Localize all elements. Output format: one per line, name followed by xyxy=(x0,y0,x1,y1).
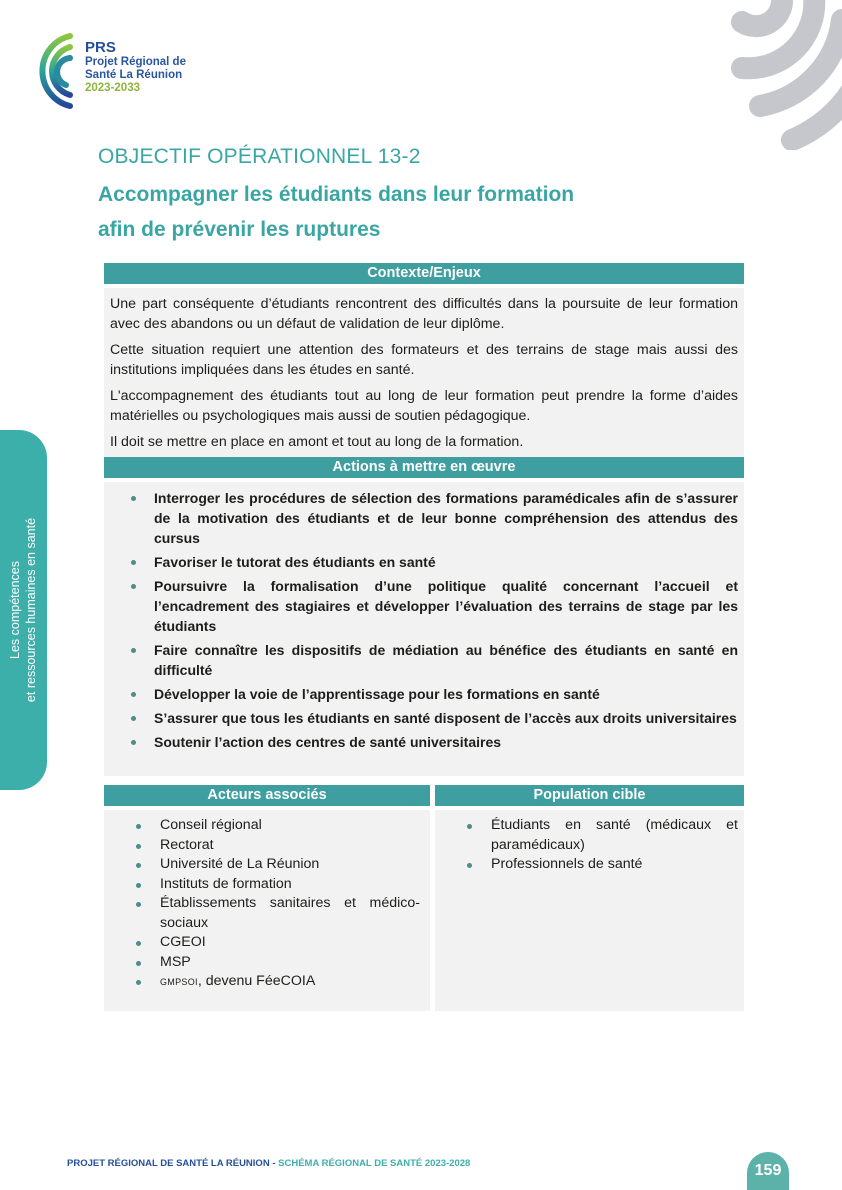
action-text: Faire connaître les dispositifs de médiation au bénéfice des étudiants en santé en difficulté xyxy=(154,642,738,678)
action-text: Favoriser le tutorat des étudiants en santé xyxy=(154,554,436,570)
bullet-icon xyxy=(136,980,141,985)
bullet-icon xyxy=(136,844,141,849)
page-footer xyxy=(67,1158,470,1169)
action-item xyxy=(110,640,738,680)
actions-section xyxy=(104,457,744,776)
action-text: Développer la voie de l’apprentissage pour les formations en santé xyxy=(154,686,600,702)
action-item xyxy=(110,576,738,636)
action-text: Soutenir l’action des centres de santé universitaires xyxy=(154,734,502,750)
logo-line1: Projet Régional de xyxy=(85,56,186,68)
logo-years: 2023-2033 xyxy=(85,82,140,94)
actor-item xyxy=(104,894,424,933)
actions-header: Actions à mettre en œuvre xyxy=(104,457,744,478)
context-section xyxy=(104,263,744,458)
actor-item xyxy=(104,816,424,836)
side-tab-line2: et ressources humaines en santé xyxy=(24,517,38,703)
logo-line2: Santé La Réunion xyxy=(85,69,183,81)
bullet-icon xyxy=(131,716,136,721)
bullet-icon xyxy=(131,692,136,697)
actor-text: MSP xyxy=(160,953,191,970)
page-number: 159 xyxy=(747,1152,789,1190)
actor-item xyxy=(104,875,424,895)
population-body xyxy=(435,810,744,1011)
action-text: S’assurer que tous les étudiants en santé disposent de l’accès aux droits universitaires xyxy=(154,710,737,726)
population-header: Population cible xyxy=(435,785,744,806)
actors-body xyxy=(104,810,430,1011)
bullet-icon xyxy=(131,584,136,589)
context-paragraph: Il doit se mettre en place en amont et tout au long de la formation. xyxy=(110,434,524,450)
population-section xyxy=(435,785,744,1011)
population-item xyxy=(435,816,738,855)
actions-body xyxy=(104,482,744,776)
context-header: Contexte/Enjeux xyxy=(104,263,744,284)
bullet-icon xyxy=(131,496,136,501)
prs-logo-arcs-icon xyxy=(24,30,84,112)
actor-item xyxy=(104,836,424,856)
bullet-icon xyxy=(467,863,472,868)
actors-list xyxy=(104,816,424,993)
bullet-icon xyxy=(467,824,472,829)
population-list xyxy=(435,816,738,875)
action-item xyxy=(110,552,738,572)
actor-item xyxy=(104,933,424,953)
action-item xyxy=(110,708,738,728)
context-paragraph: Une part conséquente d’étudiants rencontrent des difficultés dans la poursuite de leur formation avec des abandons ou un défaut de validation de leur diplôme. xyxy=(110,296,738,332)
actor-item xyxy=(104,855,424,875)
context-paragraph: L'accompagnement des étudiants tout au long de leur formation peut prendre la forme d’aides matérielles ou psychologiques mais aussi de soutien pédagogique. xyxy=(110,388,738,424)
bullet-icon xyxy=(131,740,136,745)
actor-text: Établissements sanitaires et médico-sociaux xyxy=(160,895,420,931)
actors-header: Acteurs associés xyxy=(104,785,430,806)
footer-schema: SCHÉMA RÉGIONAL DE SANTÉ 2023-2028 xyxy=(278,1158,471,1169)
action-text: Poursuivre la formalisation d’une politique qualité concernant l’accueil et l’encadrement des stagiaires et développer l’évaluation des terrains de stage par les étudiants xyxy=(154,578,738,634)
bullet-icon xyxy=(136,961,141,966)
bullet-icon xyxy=(136,883,141,888)
decorative-arcs-icon xyxy=(702,0,842,150)
chapter-side-tab-text xyxy=(7,518,39,702)
population-text: Professionnels de santé xyxy=(491,856,643,872)
chapter-side-tab xyxy=(0,430,47,790)
action-text: Interroger les procédures de sélection des formations paramédicales afin de s’assurer de la motivation des étudiants et de leur bonne compréhension des attendus des cursus xyxy=(154,490,738,546)
objective-title xyxy=(98,177,718,247)
actor-item xyxy=(104,953,424,973)
actors-section xyxy=(104,785,430,1011)
context-body xyxy=(104,288,744,458)
side-tab-line1: Les compétences xyxy=(8,561,22,659)
actors-population-row xyxy=(104,785,744,1011)
actor-text: Université de La Réunion xyxy=(160,856,320,872)
action-item xyxy=(110,488,738,548)
action-item xyxy=(110,732,738,752)
context-paragraph: Cette situation requiert une attention des formateurs et des terrains de stage mais aussi des institutions impliquées dans les études en santé. xyxy=(110,342,738,378)
actor-text: Conseil régional xyxy=(160,817,262,833)
action-item xyxy=(110,684,738,704)
bullet-icon xyxy=(131,648,136,653)
objective-title-line2: afin de prévenir les ruptures xyxy=(98,218,381,241)
logo-acronym: PRS xyxy=(85,39,116,56)
actor-text-prefix: GMPSOI xyxy=(160,977,198,987)
bullet-icon xyxy=(136,824,141,829)
footer-project: PROJET RÉGIONAL DE SANTÉ LA RÉUNION - xyxy=(67,1158,279,1169)
population-item xyxy=(435,855,738,875)
prs-logo xyxy=(24,30,224,112)
actor-text: CGEOI xyxy=(160,934,206,950)
objective-title-line1: Accompagner les étudiants dans leur formation xyxy=(98,183,575,206)
objective-label: OBJECTIF OPÉRATIONNEL 13-2 xyxy=(98,145,421,168)
actor-item xyxy=(104,972,424,993)
actor-text-suffix: , devenu FéeCOIA xyxy=(197,973,316,989)
bullet-icon xyxy=(136,863,141,868)
bullet-icon xyxy=(136,941,141,946)
actor-text: Rectorat xyxy=(160,836,214,853)
bullet-icon xyxy=(136,902,141,907)
population-text: Étudiants en santé (médicaux et paramédicaux) xyxy=(491,817,738,853)
bullet-icon xyxy=(131,560,136,565)
actions-list xyxy=(110,488,738,752)
actor-text: Instituts de formation xyxy=(160,875,292,892)
